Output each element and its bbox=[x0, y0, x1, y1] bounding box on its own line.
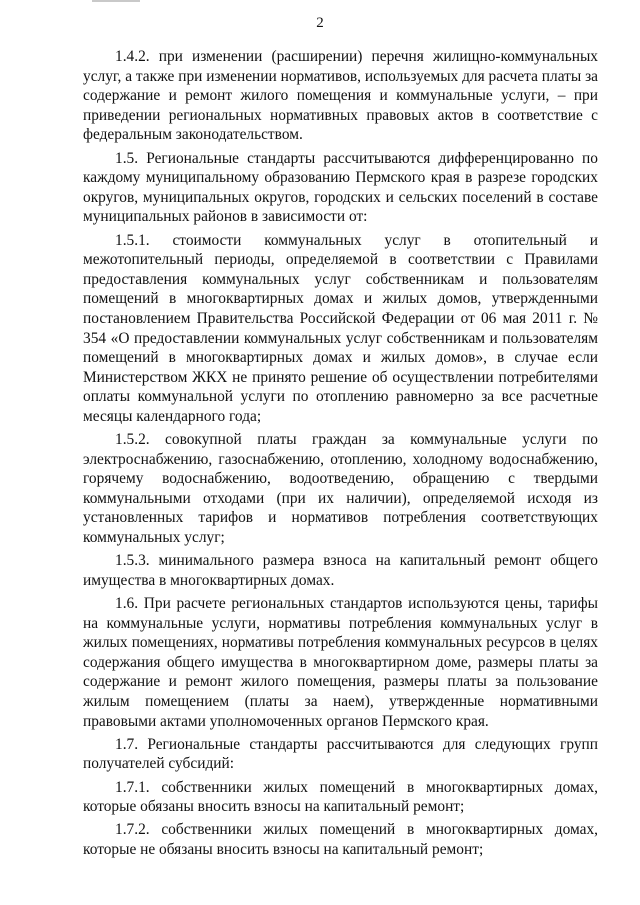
paragraph-1-7-2: 1.7.2. собственники жилых помещений в многоквартирных домах, которые не обязаны вносить взносы на капитальный ремонт; bbox=[83, 821, 598, 858]
paragraph-1-6: 1.6. При расчете региональных стандартов используются цены, тарифы на коммунальные услуги, нормативы потребления коммунальных услуг в жилых помещениях, нормативы потребления коммунальных ресурсов в целях содержания общего имущества в многоквартирном доме, размеры платы за содержание и ремонт жилого помещения, размеры платы за пользование жилым помещением (платы за наем), утвержденные нормативными правовыми актами уполномоченных органов Пермского края. bbox=[83, 595, 598, 730]
page-number: 2 bbox=[316, 15, 324, 31]
scan-edge-mark bbox=[92, 0, 140, 2]
paragraph-1-4-2: 1.4.2. при изменении (расширении) перечня жилищно-коммунальных услуг, а также при изменении нормативов, используемых для расчета платы за содержание и ремонт жилого помещения и коммунальные услуги, – при приведении региональных нормативных правовых актов в соответствие с федеральным законодательством. bbox=[83, 48, 598, 144]
paragraph-1-5: 1.5. Региональные стандарты рассчитываются дифференцированно по каждому муниципальному образованию Пермского края в разрезе городских округов, муниципальных округов, городских и сельских поселений в составе муниципальных районов в зависимости от: bbox=[83, 149, 598, 226]
paragraph-1-7-1: 1.7.1. собственники жилых помещений в многоквартирных домах, которые обязаны вносить взносы на капитальный ремонт; bbox=[83, 778, 598, 816]
document-body bbox=[83, 47, 598, 860]
paragraph-1-7: 1.7. Региональные стандарты рассчитываются для следующих групп получателей субсидий: bbox=[83, 735, 598, 773]
paragraph-1-5-2: 1.5.2. совокупной платы граждан за коммунальные услуги по электроснабжению, газоснабжению, отоплению, холодному водоснабжению, горячему водоснабжению, водоотведению, обращению с твердыми коммунальными отходами (при их наличии), определяемой исходя из установленных тарифов и нормативов потребления соответствующих коммунальных услуг; bbox=[83, 431, 598, 547]
paragraph-1-5-1: 1.5.1. стоимости коммунальных услуг в отопительный и межотопительный периоды, определяемой в соответствии с Правилами предоставления коммунальных услуг собственникам и пользователям помещений в многоквартирных домах и жилых домов, утвержденными постановлением Правительства Российской Федерации от 06 мая 2011 г. № 354 «О предоставлении коммунальных услуг собственникам и пользователям помещений в многоквартирных домах и жилых домов», в случае если Министерством ЖКХ не принято решение об осуществлении потребителями оплаты коммунальной услуги по отоплению равномерно за все расчетные месяцы календарного года; bbox=[83, 231, 598, 425]
paragraph-1-5-3: 1.5.3. минимального размера взноса на капитальный ремонт общего имущества в многоквартирных домах. bbox=[83, 552, 598, 589]
